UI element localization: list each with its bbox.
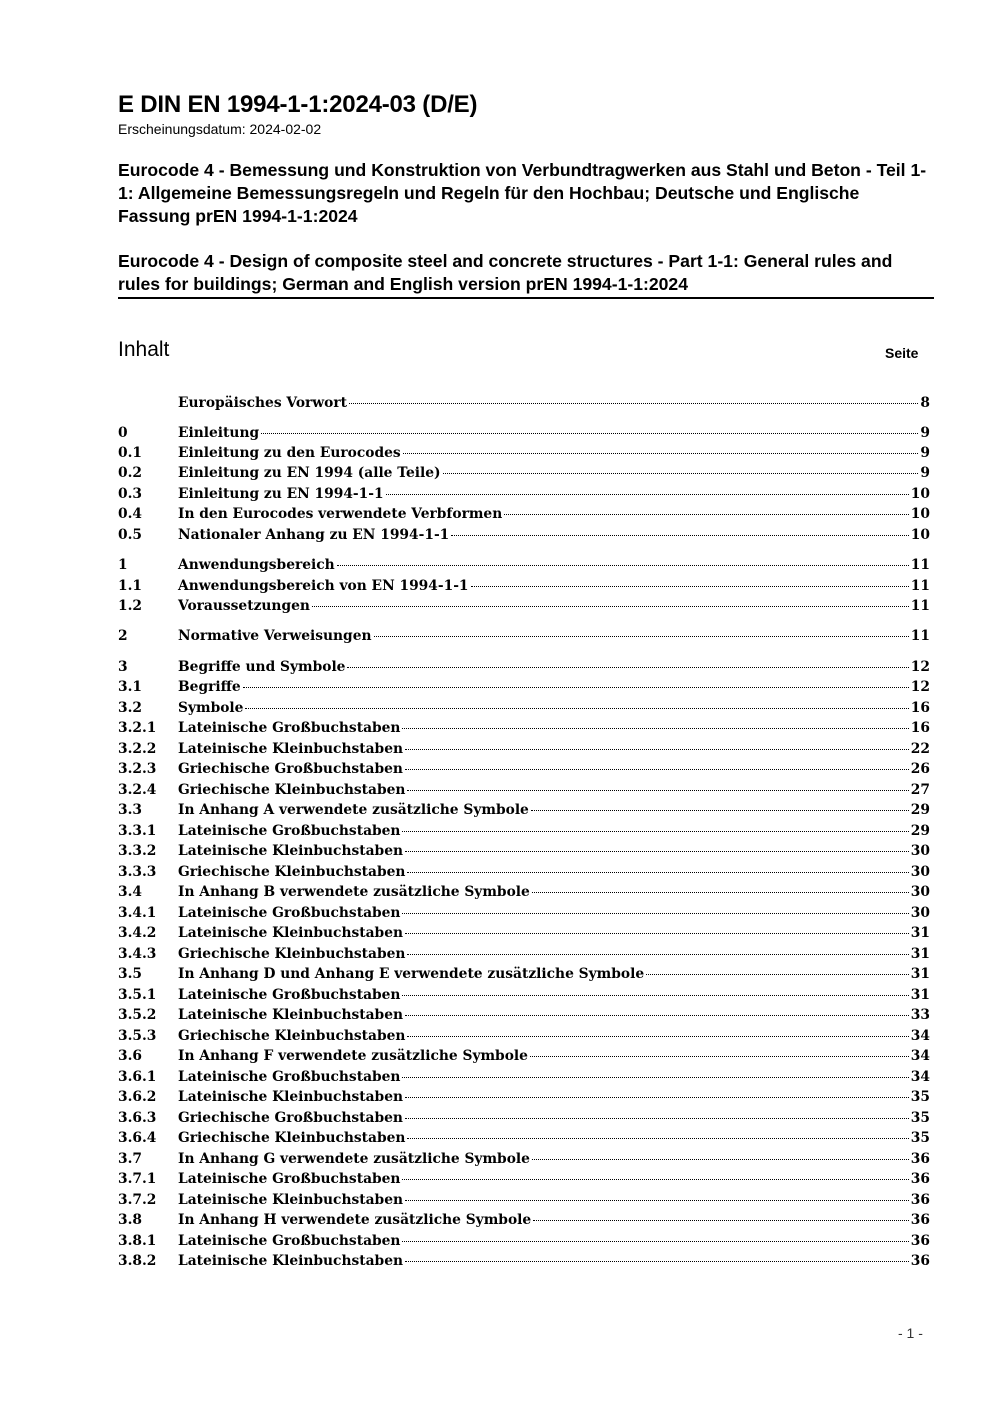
toc-entry-page: 9 [920,465,930,481]
toc-entry-number: 0.2 [118,465,143,481]
toc-entry[interactable] [118,626,930,646]
toc-entry-page: 11 [910,578,930,594]
toc-entry-label: Lateinische Kleinbuchstaben [178,1007,404,1023]
toc-entry-page: 27 [910,782,930,798]
toc-entry-number: 3.8 [118,1212,143,1228]
toc-entry-label: Lateinische Großbuchstaben [178,823,401,839]
toc-entry-page: 33 [910,1007,930,1023]
toc-entry[interactable] [118,698,930,718]
toc-entry-label: Griechische Kleinbuchstaben [178,946,406,962]
toc-entry-label: Begriffe und Symbole [178,659,346,675]
toc-entry-page: 11 [910,557,930,573]
toc-entry-label: In Anhang B verwendete zusätzliche Symbole [178,884,530,900]
toc-entry-label: Griechische Kleinbuchstaben [178,1130,406,1146]
toc-entry[interactable] [118,739,930,759]
toc-entry-number: 0.3 [118,486,143,502]
toc-dot-leader [405,1261,909,1262]
toc-entry-page: 31 [910,966,930,982]
toc-entry-label: Lateinische Kleinbuchstaben [178,741,404,757]
toc-entry-label: Griechische Kleinbuchstaben [178,864,406,880]
toc-entry-label: Normative Verweisungen [178,628,372,644]
toc-dot-leader [402,1241,908,1242]
toc-entry-number: 3.1 [118,679,143,695]
toc-entry[interactable] [118,576,930,596]
toc-dot-leader [405,1015,909,1016]
toc-entry-label: Einleitung zu den Eurocodes [178,445,401,461]
toc-entry-number: 3.5.2 [118,1007,157,1023]
toc-entry-number: 3.2.4 [118,782,157,798]
toc-entry-label: Griechische Kleinbuchstaben [178,1028,406,1044]
toc-entry-number: 3.4.3 [118,946,157,962]
toc-entry-page: 16 [910,700,930,716]
toc-entry[interactable] [118,1169,930,1189]
toc-entry-number: 1 [118,557,128,573]
toc-dot-leader [245,708,908,709]
toc-dot-leader [402,913,908,914]
toc-entry-page: 22 [910,741,930,757]
toc-entry-label: Griechische Kleinbuchstaben [178,782,406,798]
toc-entry-label: Lateinische Kleinbuchstaben [178,925,404,941]
toc-entry-page: 11 [910,598,930,614]
toc-entry-page: 34 [910,1069,930,1085]
toc-entry-page: 29 [910,802,930,818]
toc-dot-leader [405,851,909,852]
toc-dot-leader [407,790,908,791]
toc-entry-page: 30 [910,884,930,900]
toc-entry-label: Griechische Großbuchstaben [178,1110,403,1126]
toc-entry-page: 26 [910,761,930,777]
toc-dot-leader [405,1097,909,1098]
toc-entry-label: Griechische Großbuchstaben [178,761,403,777]
toc-entry[interactable] [118,1026,930,1046]
toc-entry[interactable] [118,657,930,677]
toc-entry-number: 3.5 [118,966,143,982]
toc-heading: Inhalt [118,338,170,361]
toc-entry-number: 3.4 [118,884,143,900]
toc-entry-page: 35 [910,1130,930,1146]
toc-entry-number: 3.5.3 [118,1028,157,1044]
toc-dot-leader [451,535,909,536]
toc-entry-label: In Anhang H verwendete zusätzliche Symbole [178,1212,532,1228]
toc-entry[interactable] [118,780,930,800]
toc-dot-leader [402,1179,908,1180]
toc-entry[interactable] [118,923,930,943]
toc-dot-leader [405,1118,909,1119]
toc-entry-number: 3.2.1 [118,720,157,736]
toc-entry[interactable] [118,718,930,738]
toc-dot-leader [312,606,909,607]
toc-entry[interactable] [118,463,930,483]
toc-entry[interactable] [118,1251,930,1271]
toc-entry-page: 36 [910,1212,930,1228]
toc-entry-number: 3.6.1 [118,1069,157,1085]
toc-entry-page: 35 [910,1089,930,1105]
toc-entry-page: 31 [910,925,930,941]
toc-entry-label: Anwendungsbereich von EN 1994-1-1 [178,578,469,594]
toc-entry-number: 3.2.3 [118,761,157,777]
toc-dot-leader [337,565,909,566]
toc-entry[interactable] [118,596,930,616]
toc-entry-page: 10 [910,486,930,502]
toc-dot-leader [386,494,909,495]
toc-entry-number: 3.3 [118,802,143,818]
toc-entry[interactable] [118,800,930,820]
toc-entry-page: 10 [910,527,930,543]
toc-entry-page: 12 [910,679,930,695]
toc-entry-number: 3.7.2 [118,1192,157,1208]
toc-entry-page: 36 [910,1253,930,1269]
toc-dot-leader [532,892,909,893]
toc-entry[interactable] [118,964,930,984]
toc-entry[interactable] [118,525,930,545]
toc-entry[interactable] [118,423,930,443]
toc-entry-label: Anwendungsbereich [178,557,335,573]
toc-dot-leader [530,1056,909,1057]
toc-entry-page: 36 [910,1151,930,1167]
toc-entry[interactable] [118,1190,930,1210]
toc-entry[interactable] [118,1087,930,1107]
toc-entry[interactable] [118,903,930,923]
toc-entry[interactable] [118,944,930,964]
toc-entry-label: Lateinische Großbuchstaben [178,1233,401,1249]
toc-entry-label: Voraussetzungen [178,598,310,614]
toc-dot-leader [374,636,909,637]
toc-entry-number: 3.6.2 [118,1089,157,1105]
toc-entry-page: 30 [910,843,930,859]
toc-entry-page: 36 [910,1192,930,1208]
toc-entry-number: 3.5.1 [118,987,157,1003]
toc-dot-leader [405,933,909,934]
toc-entry-page: 11 [910,628,930,644]
toc-entry[interactable] [118,1128,930,1148]
toc-entry[interactable] [118,1231,930,1251]
toc-dot-leader [407,954,908,955]
toc-entry-page: 12 [910,659,930,675]
toc-entry-label: Symbole [178,700,244,716]
toc-entry[interactable] [118,393,930,413]
toc-entry-label: Begriffe [178,679,241,695]
toc-entry[interactable] [118,1067,930,1087]
document-id: E DIN EN 1994-1-1:2024-03 (D/E) [118,91,478,118]
toc-entry-number: 3.7 [118,1151,143,1167]
toc-dot-leader [261,433,918,434]
toc-entry-number: 0 [118,425,128,441]
toc-entry-label: Lateinische Großbuchstaben [178,987,401,1003]
toc-dot-leader [533,1220,909,1221]
toc-entry-number: 3.6.4 [118,1130,157,1146]
toc-entry-label: Einleitung zu EN 1994-1-1 [178,486,384,502]
toc-dot-leader [532,1159,909,1160]
toc-entry-label: Lateinische Kleinbuchstaben [178,1089,404,1105]
toc-entry[interactable] [118,1149,930,1169]
toc-entry[interactable] [118,1108,930,1128]
toc-dot-leader [347,667,908,668]
toc-dot-leader [504,514,909,515]
toc-entry-page: 10 [910,506,930,522]
toc-entry-number: 3.2.2 [118,741,157,757]
toc-entry-number: 3.3.3 [118,864,157,880]
toc-entry-label: In Anhang D und Anhang E verwendete zusätzliche Symbole [178,966,645,982]
toc-dot-leader [407,1138,908,1139]
toc-entry-number: 3.3.2 [118,843,157,859]
toc-dot-leader [402,995,908,996]
toc-entry[interactable] [118,985,930,1005]
toc-entry-page: 30 [910,905,930,921]
toc-entry[interactable] [118,443,930,463]
toc-entry-label: Lateinische Kleinbuchstaben [178,843,404,859]
toc-entry-number: 3 [118,659,128,675]
toc-entry[interactable] [118,759,930,779]
toc-dot-leader [443,473,919,474]
toc-entry-page: 16 [910,720,930,736]
toc-entry-label: Lateinische Kleinbuchstaben [178,1253,404,1269]
toc-entry[interactable] [118,484,930,504]
toc-dot-leader [403,453,919,454]
toc-entry[interactable] [118,504,930,524]
toc-dot-leader [531,810,909,811]
toc-entry-page: 36 [910,1171,930,1187]
title-english: Eurocode 4 - Design of composite steel and concrete structures - Part 1-1: General rules and rules for buildings; German and English version prEN 1994-1-1:2024 [118,251,893,294]
toc-entry-number: 3.6.3 [118,1110,157,1126]
toc-entry[interactable] [118,821,930,841]
toc-dot-leader [402,831,908,832]
toc-entry-number: 2 [118,628,128,644]
toc-entry-number: 0.5 [118,527,143,543]
toc-entry-label: Lateinische Großbuchstaben [178,905,401,921]
toc-entry[interactable] [118,677,930,697]
toc-entry-number: 3.7.1 [118,1171,157,1187]
toc-entry-page: 8 [920,395,930,411]
toc-entry-number: 1.2 [118,598,143,614]
toc-entry-number: 3.3.1 [118,823,157,839]
toc-entry-page: 30 [910,864,930,880]
toc-entry-label: In Anhang A verwendete zusätzliche Symbole [178,802,529,818]
toc-dot-leader [407,1036,908,1037]
toc-entry-page: 36 [910,1233,930,1249]
toc-dot-leader [402,1077,908,1078]
toc-entry-page: 35 [910,1110,930,1126]
toc-entry-page: 34 [910,1028,930,1044]
toc-entry-number: 3.2 [118,700,143,716]
toc-entry-page: 29 [910,823,930,839]
toc-entry-label: Lateinische Großbuchstaben [178,1171,401,1187]
toc-entry-label: In Anhang F verwendete zusätzliche Symbole [178,1048,528,1064]
title-german: Eurocode 4 - Bemessung und Konstruktion von Verbundtragwerken aus Stahl und Beton - Teil 1-1: Allgemeine Bemessungsregeln und Regeln für den Hochbau; Deutsche und Englische Fassung prEN 1994-1-1:2024 [118,160,927,226]
toc-entry-label: Einleitung [178,425,260,441]
toc-entry[interactable] [118,841,930,861]
toc-dot-leader [646,974,909,975]
toc-dot-leader [405,1200,909,1201]
toc-entry-number: 3.8.1 [118,1233,157,1249]
toc-entry[interactable] [118,555,930,575]
toc-entry-label: Einleitung zu EN 1994 (alle Teile) [178,465,441,481]
toc-dot-leader [243,687,909,688]
toc-entry-number: 3.8.2 [118,1253,157,1269]
toc-entry-label: Lateinische Kleinbuchstaben [178,1192,404,1208]
toc-entry-number: 3.4.2 [118,925,157,941]
toc-entry-number: 0.1 [118,445,143,461]
toc-entry-label: Europäisches Vorwort [178,395,348,411]
toc-entry-number: 1.1 [118,578,143,594]
toc-page-column-label: Seite [885,345,919,361]
toc-dot-leader [471,586,909,587]
toc-entry-number: 3.6 [118,1048,143,1064]
toc-entry-page: 31 [910,946,930,962]
toc-entry-label: In den Eurocodes verwendete Verbformen [178,506,503,522]
toc-entry[interactable] [118,882,930,902]
page-number: - 1 - [898,1325,923,1341]
toc-entry-label: Lateinische Großbuchstaben [178,720,401,736]
toc-entry-page: 9 [920,425,930,441]
toc-entry-page: 34 [910,1048,930,1064]
toc-dot-leader [402,728,908,729]
toc-dot-leader [407,872,908,873]
toc-entry[interactable] [118,862,930,882]
toc-dot-leader [405,769,909,770]
toc-entry-number: 3.4.1 [118,905,157,921]
toc-entry-label: Lateinische Großbuchstaben [178,1069,401,1085]
publication-date: Erscheinungsdatum: 2024-02-02 [118,121,322,137]
title-divider [118,297,934,299]
toc-entry-page: 9 [920,445,930,461]
toc-entry-number: 0.4 [118,506,143,522]
toc-entry[interactable] [118,1046,930,1066]
toc-dot-leader [405,749,909,750]
toc-entry-label: Nationaler Anhang zu EN 1994-1-1 [178,527,450,543]
toc-entry[interactable] [118,1005,930,1025]
toc-entry-label: In Anhang G verwendete zusätzliche Symbole [178,1151,530,1167]
toc-dot-leader [349,403,918,404]
toc-entry-page: 31 [910,987,930,1003]
toc-entry[interactable] [118,1210,930,1230]
